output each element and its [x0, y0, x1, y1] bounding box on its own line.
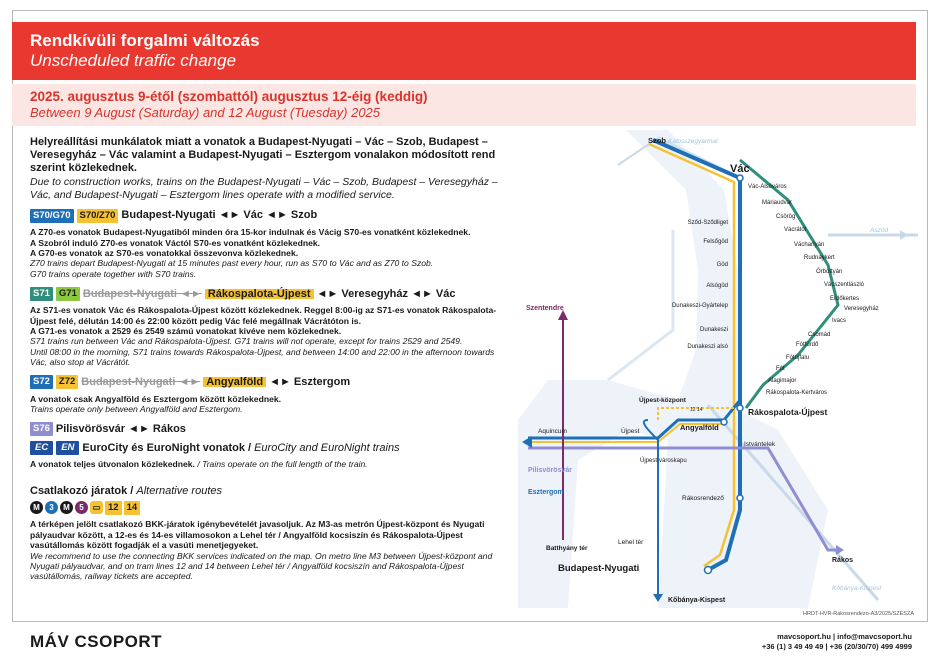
s71-note-1: Az S71-es vonatok Vác és Rákospalota-Újpest között közlekednek. Reggel 8:00-ig az S71-es vonatok Rákospalota-Újpest felé, délután 14:00 és 22:00 között pedig Vác felé megállnak Vácrátóton is.: [30, 305, 497, 326]
east-station-5: Rudnaykert: [804, 255, 835, 261]
east-station-16: Rákospalota-Kertváros: [766, 390, 828, 396]
east-station-12: Fótfürdő: [796, 342, 819, 348]
label-aquincum: Aquincum: [538, 428, 567, 435]
route-s70: [30, 208, 508, 223]
east-station-4: Váchartyán: [794, 242, 825, 248]
route-s72-struck: Budapest-Nyugati ◄►: [81, 375, 201, 388]
label-pilisvorosvar: Pilisvörösvár: [528, 467, 572, 474]
route-s76: [30, 421, 508, 436]
station-nyugati-dot: [705, 567, 712, 574]
route-ec-hu: EuroCity és EuroNight vonatok /: [82, 441, 252, 454]
route-s71-rest: ◄► Veresegyház ◄► Vác: [316, 287, 456, 300]
badge-ec: EC: [30, 441, 53, 455]
west-station-3: Alsógöd: [706, 283, 728, 289]
metro-icon-2: M: [60, 501, 73, 514]
title-banner: [12, 22, 916, 80]
west-station-6: Dunakeszi alsó: [687, 344, 728, 350]
station-rakosrendezo-dot: [737, 495, 743, 501]
west-station-0: Sződ-Sződliget: [687, 220, 728, 226]
west-station-5: Dunakeszi: [699, 327, 728, 333]
date-en: Between 9 August (Saturday) and 12 August (Tuesday) 2025: [30, 105, 381, 120]
badge-s70-g70: S70/G70: [30, 209, 74, 223]
label-ujpest-varoskapu: Újpest-városkapu: [640, 458, 687, 464]
station-vac-dot: [737, 175, 743, 181]
metro-5-icon: 5: [75, 501, 88, 514]
label-rakosrendezo: Rákosrendező: [682, 495, 724, 502]
label-aszod: Aszód: [870, 227, 889, 234]
route-map: [508, 130, 918, 608]
ec-note-en: / Trains operate on the full length of the train.: [197, 459, 368, 470]
badge-z72: Z72: [56, 375, 78, 389]
s72-note-1: A vonatok csak Angyalföld és Esztergom között közlekednek.: [30, 393, 282, 404]
east-station-1: Máriaudvar: [762, 200, 793, 206]
connect-icons: [30, 500, 508, 515]
s70-note-1: A Z70-es vonatok Budapest-Nyugatiból minden óra 15-kor indulnak és Vácig S70-es vonatként közlekednek.: [30, 227, 471, 238]
west-station-2: Göd: [716, 262, 728, 268]
station-angyalfold-dot: [721, 419, 727, 425]
route-s71: [30, 286, 508, 301]
east-station-15: Alagimajor: [768, 378, 797, 384]
intro-en: Due to construction works, trains on the Budapest-Nyugati – Vác – Szob, Budapest – Veresegyház – Vác, and Budapest-Nyugati – Esztergom lines operate with a modified service.: [30, 176, 498, 201]
s70-note-en-1: Z70 trains depart Budapest-Nyugati at 15 minutes past every hour, run as S70 to Vác and as Z70 to Szob.: [30, 258, 434, 269]
east-station-9: Veresegyház: [844, 306, 879, 312]
connect-title: [30, 486, 508, 496]
label-esztergom: Esztergom: [528, 489, 564, 496]
label-szentendre: Szentendre: [526, 305, 564, 312]
label-ujpest: Újpest: [621, 428, 640, 435]
footer-contact-web[interactable]: mavcsoport.hu | info@mavcsoport.hu: [777, 632, 912, 641]
connect-title-hu: Csatlakozó járatok /: [30, 484, 134, 497]
east-station-0: Vác-Alsóváros: [748, 184, 787, 190]
footer-contact: [762, 632, 912, 652]
s70-note-3: A G70-es vonatok az S70-es vonatokkal összevonva közlekednek.: [30, 248, 299, 258]
tram-12-badge: 12: [105, 501, 122, 515]
route-s72-rest: ◄► Esztergom: [269, 375, 351, 388]
tram-icon: ▭: [90, 501, 103, 514]
east-station-3: Vácrátót: [784, 227, 807, 233]
connect-note-hu: A térképen jelölt csatlakozó BKK-járatok igénybevételét javasoljuk. Az M3-as metrón Újpest-központ és Nyugati pályaudvar között, a 12-es és 14-es villamosokon a Lehel tér / Angyalföld kocsiszín és Rákospalota-Újpest vasútállomás között fogadják el a vasúti menetjegyeket.: [30, 519, 485, 551]
east-station-2: Csörög: [776, 214, 796, 220]
label-kalocsa: Kalosszegyarmat: [668, 138, 718, 145]
arrow-rakos: [836, 545, 844, 555]
east-station-10: Ivacs: [832, 318, 847, 324]
label-angyalfold: Angyalföld: [680, 423, 719, 432]
station-rakospalota-dot: [737, 405, 743, 411]
west-station-4: Dunakeszi-Gyártelep: [671, 303, 728, 309]
connect-note-en: We recommend to use the connecting BKK services indicated on the map. On metro line M3 between Újpest-központ and Nyugati pályaudvar, and on tram lines 12 and 14 between Lehel tér / Angyalföld kocsiszín and Rákospalota-Újpest vasútállomás, railway tickets are accepted.: [30, 550, 493, 582]
notice-text: [30, 136, 508, 582]
east-station-6: Őrbottyán: [816, 269, 843, 275]
east-station-8: Erdőkertes: [830, 296, 860, 302]
east-station-7: Vácszentlászló: [824, 282, 865, 288]
arrow-aszod: [900, 230, 908, 240]
label-batthyany: Batthyány tér: [546, 545, 588, 552]
route-s76-text: Pilisvörösvár ◄► Rákos: [55, 422, 186, 435]
ec-note: [30, 459, 508, 469]
badge-s76: S76: [30, 422, 53, 436]
s71-note-en-1: S71 trains run between Vác and Rákospalota-Újpest. G71 trains will not operate, except for trains 2529 and 2549.: [30, 336, 463, 347]
metro-3-icon: 3: [45, 501, 58, 514]
label-lehel-ter: Lehel tér: [618, 539, 644, 546]
route-s70-text: Budapest-Nyugati ◄► Vác ◄► Szob: [121, 209, 318, 222]
footer-contact-phone: +36 (1) 3 49 49 49 | +36 (20/30/70) 499 4999: [761, 642, 912, 651]
s72-note-en-1: Trains operate only between Angyalföld and Esztergom.: [30, 404, 243, 415]
s70-note-2: A Szobról induló Z70-es vonatok Váctól S70-es vonatként közlekednek.: [30, 237, 321, 248]
label-szob: Szob: [648, 136, 666, 145]
route-s71-station: Rákospalota-Újpest: [205, 289, 314, 299]
s70-note-en-2: G70 trains operate together with S70 trains.: [30, 268, 197, 279]
faded-arrow: [608, 230, 673, 380]
label-rakos: Rákos: [832, 557, 854, 564]
s71-note-2: A G71-es vonatok a 2529 és 2549 számú vonatokat kivéve nem közlekednek.: [30, 326, 342, 337]
label-kobanya-faded: Kőbánya-Kispest: [832, 585, 882, 592]
label-kobanya: Kőbánya-Kispest: [668, 597, 726, 604]
badge-s71: S71: [30, 287, 53, 301]
badge-g71: G71: [56, 287, 80, 301]
date-banner: [12, 84, 916, 126]
east-station-14: Fót: [776, 366, 785, 372]
date-hu: 2025. augusztus 9-étől (szombattól) augusztus 12-éig (keddig): [30, 89, 428, 104]
reference-code: HRDT-HVR-Rakosrendezo-A3/2025/SZESZA: [803, 611, 914, 617]
badge-s70-z70: S70/Z70: [77, 209, 119, 223]
title-hu: Rendkívüli forgalmi változás: [30, 31, 260, 50]
label-rakospalota: Rákospalota-Újpest: [748, 407, 828, 417]
route-s72: [30, 375, 508, 390]
metro-icon: M: [30, 501, 43, 514]
east-station-13: Fótújfalu: [786, 355, 810, 361]
route-s72-station: Angyalföld: [203, 377, 266, 387]
label-nyugati: Budapest-Nyugati: [558, 563, 640, 574]
east-station-11: Csomád: [808, 332, 831, 338]
east-stations: [748, 184, 879, 396]
badge-en: EN: [56, 441, 79, 455]
label-tram: 12 14: [690, 407, 703, 413]
mav-logo: MÁV CSOPORT: [30, 632, 163, 651]
route-ec-en: [30, 440, 508, 455]
badge-s72: S72: [30, 375, 53, 389]
tram-14-badge: 14: [124, 501, 141, 515]
label-vac: Vác: [730, 163, 750, 175]
route-s71-struck: Budapest-Nyugati ◄►: [82, 287, 202, 300]
s71-note-en-2: Until 08:00 in the morning, S71 trains towards Rákospalota-Újpest, and between 14:00 and 22:00 in the afternoon towards Vác, also stop at Vácrátót.: [30, 346, 495, 368]
title-en: Unscheduled traffic change: [30, 51, 237, 70]
ec-note-hu: A vonatok teljes útvonalon közlekednek.: [30, 459, 195, 470]
label-ujpest-kozpont: Újpest-központ: [639, 397, 686, 404]
label-istvantelek: Istvántelek: [744, 441, 776, 448]
connect-title-en: Alternative routes: [136, 484, 222, 497]
route-ec-en-text: EuroCity and EuroNight trains: [254, 441, 400, 454]
intro-hu: Helyreállítási munkálatok miatt a vonatok a Budapest-Nyugati – Vác – Szob, Budapest – Veresegyház – Vác valamint a Budapest-Nyugati – Esztergom vonalakon módosított rend szerint közlekednek.: [30, 136, 496, 174]
west-station-1: Felsőgöd: [703, 239, 728, 245]
